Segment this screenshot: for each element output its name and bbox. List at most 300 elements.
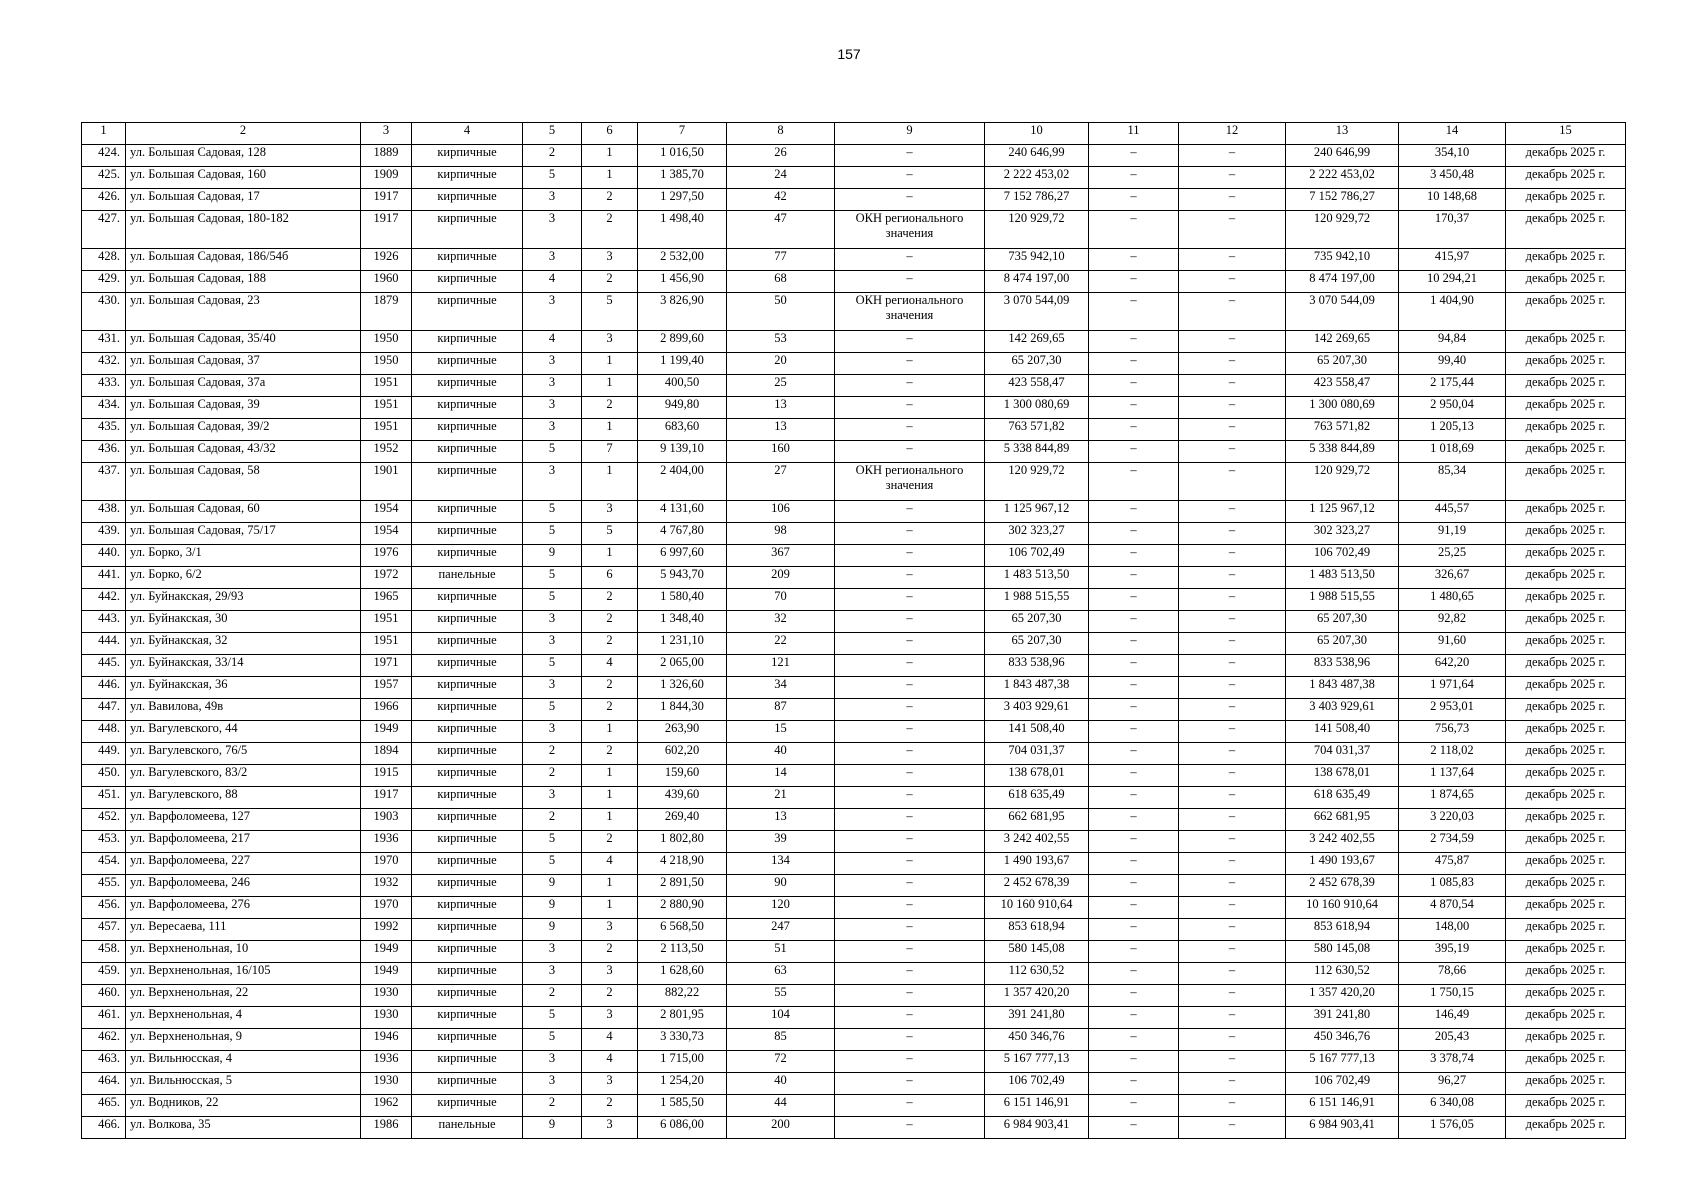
row-number-cell: 445. [82, 655, 126, 677]
cost-per-sqm-cell: 354,10 [1399, 145, 1506, 167]
cost-per-sqm-cell: 6 340,08 [1399, 1095, 1506, 1117]
column-11-cell: – [1089, 145, 1179, 167]
address-cell: ул. Большая Садовая, 60 [126, 501, 361, 523]
residents-cell: 85 [727, 1029, 835, 1051]
area-cell: 1 385,70 [638, 167, 727, 189]
wall-material-cell: кирпичные [412, 523, 523, 545]
area-cell: 6 568,50 [638, 919, 727, 941]
row-number-cell: 432. [82, 353, 126, 375]
heritage-status-cell: – [835, 787, 985, 809]
wall-material-cell: кирпичные [412, 441, 523, 463]
year-cell: 1930 [361, 1007, 412, 1029]
row-number-cell: 425. [82, 167, 126, 189]
column-11-cell: – [1089, 743, 1179, 765]
floors-cell: 5 [523, 655, 582, 677]
header-row [82, 123, 1626, 145]
total-cost-cell: 1 988 515,55 [985, 589, 1089, 611]
table-row [82, 655, 1626, 677]
heritage-status-cell: – [835, 419, 985, 441]
total-cost-cell: 240 646,99 [985, 145, 1089, 167]
wall-material-cell: кирпичные [412, 145, 523, 167]
total-cost-cell: 65 207,30 [985, 633, 1089, 655]
area-cell: 1 348,40 [638, 611, 727, 633]
wall-material-cell: кирпичные [412, 633, 523, 655]
cost-per-sqm-cell: 3 220,03 [1399, 809, 1506, 831]
residents-cell: 14 [727, 765, 835, 787]
heritage-status-cell: – [835, 1029, 985, 1051]
wall-material-cell: кирпичные [412, 677, 523, 699]
wall-material-cell: кирпичные [412, 985, 523, 1007]
entrances-cell: 3 [582, 963, 638, 985]
column-header: 3 [361, 123, 412, 145]
address-cell: ул. Вагулевского, 44 [126, 721, 361, 743]
address-cell: ул. Большая Садовая, 160 [126, 167, 361, 189]
table-row [82, 897, 1626, 919]
table-row [82, 1007, 1626, 1029]
heritage-status-cell: – [835, 677, 985, 699]
year-cell: 1936 [361, 1051, 412, 1073]
heritage-status-cell: – [835, 331, 985, 353]
wall-material-cell: кирпичные [412, 743, 523, 765]
residents-cell: 13 [727, 397, 835, 419]
row-number-cell: 434. [82, 397, 126, 419]
cost-per-sqm-cell: 3 450,48 [1399, 167, 1506, 189]
funding-cell: 1 843 487,38 [1286, 677, 1399, 699]
entrances-cell: 1 [582, 787, 638, 809]
cost-per-sqm-cell: 2 953,01 [1399, 699, 1506, 721]
row-number-cell: 456. [82, 897, 126, 919]
entrances-cell: 1 [582, 419, 638, 441]
address-cell: ул. Варфоломеева, 127 [126, 809, 361, 831]
column-header: 7 [638, 123, 727, 145]
area-cell: 439,60 [638, 787, 727, 809]
deadline-cell: декабрь 2025 г. [1506, 765, 1626, 787]
deadline-cell: декабрь 2025 г. [1506, 941, 1626, 963]
deadline-cell: декабрь 2025 г. [1506, 1117, 1626, 1139]
row-number-cell: 426. [82, 189, 126, 211]
area-cell: 4 218,90 [638, 853, 727, 875]
residents-cell: 72 [727, 1051, 835, 1073]
total-cost-cell: 2 452 678,39 [985, 875, 1089, 897]
column-11-cell: – [1089, 765, 1179, 787]
table-row [82, 853, 1626, 875]
area-cell: 949,80 [638, 397, 727, 419]
deadline-cell: декабрь 2025 г. [1506, 985, 1626, 1007]
residents-cell: 47 [727, 211, 835, 249]
address-cell: ул. Вагулевского, 76/5 [126, 743, 361, 765]
floors-cell: 4 [523, 331, 582, 353]
column-12-cell: – [1179, 441, 1286, 463]
entrances-cell: 2 [582, 677, 638, 699]
address-cell: ул. Буйнакская, 33/14 [126, 655, 361, 677]
table-row [82, 501, 1626, 523]
address-cell: ул. Большая Садовая, 39/2 [126, 419, 361, 441]
deadline-cell: декабрь 2025 г. [1506, 1095, 1626, 1117]
cost-per-sqm-cell: 205,43 [1399, 1029, 1506, 1051]
area-cell: 683,60 [638, 419, 727, 441]
total-cost-cell: 853 618,94 [985, 919, 1089, 941]
column-12-cell: – [1179, 765, 1286, 787]
total-cost-cell: 65 207,30 [985, 353, 1089, 375]
area-cell: 159,60 [638, 765, 727, 787]
heritage-status-cell: – [835, 375, 985, 397]
heritage-status-cell: – [835, 941, 985, 963]
year-cell: 1971 [361, 655, 412, 677]
deadline-cell: декабрь 2025 г. [1506, 189, 1626, 211]
residents-cell: 104 [727, 1007, 835, 1029]
cost-per-sqm-cell: 25,25 [1399, 545, 1506, 567]
deadline-cell: декабрь 2025 г. [1506, 677, 1626, 699]
address-cell: ул. Вильнюсская, 4 [126, 1051, 361, 1073]
address-cell: ул. Верхненольная, 16/105 [126, 963, 361, 985]
column-12-cell: – [1179, 677, 1286, 699]
column-header: 14 [1399, 123, 1506, 145]
funding-cell: 2 222 453,02 [1286, 167, 1399, 189]
total-cost-cell: 141 508,40 [985, 721, 1089, 743]
floors-cell: 2 [523, 765, 582, 787]
row-number-cell: 430. [82, 293, 126, 331]
residents-cell: 15 [727, 721, 835, 743]
funding-cell: 138 678,01 [1286, 765, 1399, 787]
address-cell: ул. Большая Садовая, 43/32 [126, 441, 361, 463]
address-cell: ул. Большая Садовая, 188 [126, 271, 361, 293]
table-row [82, 633, 1626, 655]
column-11-cell: – [1089, 1007, 1179, 1029]
year-cell: 1952 [361, 441, 412, 463]
table-row [82, 1029, 1626, 1051]
funding-cell: 618 635,49 [1286, 787, 1399, 809]
cost-per-sqm-cell: 85,34 [1399, 463, 1506, 501]
table-row [82, 293, 1626, 331]
row-number-cell: 439. [82, 523, 126, 545]
floors-cell: 3 [523, 211, 582, 249]
deadline-cell: декабрь 2025 г. [1506, 397, 1626, 419]
year-cell: 1951 [361, 419, 412, 441]
column-header: 12 [1179, 123, 1286, 145]
residents-cell: 32 [727, 611, 835, 633]
year-cell: 1951 [361, 375, 412, 397]
address-cell: ул. Большая Садовая, 17 [126, 189, 361, 211]
year-cell: 1970 [361, 853, 412, 875]
deadline-cell: декабрь 2025 г. [1506, 1073, 1626, 1095]
entrances-cell: 1 [582, 897, 638, 919]
row-number-cell: 441. [82, 567, 126, 589]
column-11-cell: – [1089, 1117, 1179, 1139]
area-cell: 882,22 [638, 985, 727, 1007]
residents-cell: 55 [727, 985, 835, 1007]
row-number-cell: 451. [82, 787, 126, 809]
column-12-cell: – [1179, 743, 1286, 765]
address-cell: ул. Буйнакская, 29/93 [126, 589, 361, 611]
funding-cell: 763 571,82 [1286, 419, 1399, 441]
year-cell: 1949 [361, 721, 412, 743]
floors-cell: 9 [523, 897, 582, 919]
column-11-cell: – [1089, 463, 1179, 501]
column-header: 2 [126, 123, 361, 145]
area-cell: 2 899,60 [638, 331, 727, 353]
column-12-cell: – [1179, 523, 1286, 545]
funding-cell: 3 242 402,55 [1286, 831, 1399, 853]
cost-per-sqm-cell: 2 118,02 [1399, 743, 1506, 765]
area-cell: 2 801,95 [638, 1007, 727, 1029]
year-cell: 1879 [361, 293, 412, 331]
wall-material-cell: кирпичные [412, 589, 523, 611]
residents-cell: 24 [727, 167, 835, 189]
column-11-cell: – [1089, 293, 1179, 331]
column-12-cell: – [1179, 721, 1286, 743]
funding-cell: 3 070 544,09 [1286, 293, 1399, 331]
entrances-cell: 4 [582, 655, 638, 677]
column-12-cell: – [1179, 1073, 1286, 1095]
address-cell: ул. Водников, 22 [126, 1095, 361, 1117]
total-cost-cell: 450 346,76 [985, 1029, 1089, 1051]
total-cost-cell: 3 403 929,61 [985, 699, 1089, 721]
heritage-status-cell: – [835, 271, 985, 293]
cost-per-sqm-cell: 146,49 [1399, 1007, 1506, 1029]
total-cost-cell: 120 929,72 [985, 211, 1089, 249]
heritage-status-cell: – [835, 655, 985, 677]
year-cell: 1949 [361, 941, 412, 963]
address-cell: ул. Вагулевского, 83/2 [126, 765, 361, 787]
cost-per-sqm-cell: 642,20 [1399, 655, 1506, 677]
residents-cell: 247 [727, 919, 835, 941]
deadline-cell: декабрь 2025 г. [1506, 441, 1626, 463]
entrances-cell: 1 [582, 353, 638, 375]
floors-cell: 5 [523, 1029, 582, 1051]
total-cost-cell: 6 151 146,91 [985, 1095, 1089, 1117]
heritage-status-cell: – [835, 853, 985, 875]
residents-cell: 53 [727, 331, 835, 353]
total-cost-cell: 391 241,80 [985, 1007, 1089, 1029]
residents-cell: 87 [727, 699, 835, 721]
funding-cell: 1 988 515,55 [1286, 589, 1399, 611]
table-row [82, 375, 1626, 397]
funding-cell: 65 207,30 [1286, 611, 1399, 633]
deadline-cell: декабрь 2025 г. [1506, 1029, 1626, 1051]
cost-per-sqm-cell: 1 085,83 [1399, 875, 1506, 897]
funding-cell: 141 508,40 [1286, 721, 1399, 743]
area-cell: 269,40 [638, 809, 727, 831]
entrances-cell: 2 [582, 189, 638, 211]
entrances-cell: 1 [582, 721, 638, 743]
heritage-status-cell: – [835, 589, 985, 611]
floors-cell: 3 [523, 353, 582, 375]
total-cost-cell: 833 538,96 [985, 655, 1089, 677]
entrances-cell: 1 [582, 809, 638, 831]
column-11-cell: – [1089, 963, 1179, 985]
year-cell: 1992 [361, 919, 412, 941]
funding-cell: 120 929,72 [1286, 211, 1399, 249]
cost-per-sqm-cell: 1 480,65 [1399, 589, 1506, 611]
year-cell: 1926 [361, 249, 412, 271]
funding-cell: 450 346,76 [1286, 1029, 1399, 1051]
area-cell: 2 532,00 [638, 249, 727, 271]
address-cell: ул. Вильнюсская, 5 [126, 1073, 361, 1095]
address-cell: ул. Большая Садовая, 37а [126, 375, 361, 397]
cost-per-sqm-cell: 2 734,59 [1399, 831, 1506, 853]
deadline-cell: декабрь 2025 г. [1506, 743, 1626, 765]
deadline-cell: декабрь 2025 г. [1506, 633, 1626, 655]
row-number-cell: 433. [82, 375, 126, 397]
floors-cell: 5 [523, 167, 582, 189]
cost-per-sqm-cell: 1 137,64 [1399, 765, 1506, 787]
column-11-cell: – [1089, 1095, 1179, 1117]
row-number-cell: 459. [82, 963, 126, 985]
total-cost-cell: 5 338 844,89 [985, 441, 1089, 463]
column-11-cell: – [1089, 699, 1179, 721]
entrances-cell: 2 [582, 397, 638, 419]
year-cell: 1932 [361, 875, 412, 897]
row-number-cell: 463. [82, 1051, 126, 1073]
entrances-cell: 2 [582, 985, 638, 1007]
area-cell: 2 891,50 [638, 875, 727, 897]
address-cell: ул. Большая Садовая, 58 [126, 463, 361, 501]
heritage-status-cell: ОКН регионального значения [835, 293, 985, 331]
row-number-cell: 465. [82, 1095, 126, 1117]
entrances-cell: 1 [582, 875, 638, 897]
wall-material-cell: кирпичные [412, 353, 523, 375]
column-11-cell: – [1089, 809, 1179, 831]
year-cell: 1903 [361, 809, 412, 831]
column-11-cell: – [1089, 501, 1179, 523]
area-cell: 2 065,00 [638, 655, 727, 677]
row-number-cell: 444. [82, 633, 126, 655]
column-11-cell: – [1089, 353, 1179, 375]
deadline-cell: декабрь 2025 г. [1506, 145, 1626, 167]
table-row [82, 145, 1626, 167]
floors-cell: 3 [523, 189, 582, 211]
row-number-cell: 455. [82, 875, 126, 897]
address-cell: ул. Буйнакская, 32 [126, 633, 361, 655]
funding-cell: 240 646,99 [1286, 145, 1399, 167]
entrances-cell: 2 [582, 611, 638, 633]
table-row [82, 919, 1626, 941]
wall-material-cell: кирпичные [412, 809, 523, 831]
table-row [82, 1073, 1626, 1095]
table-row [82, 523, 1626, 545]
column-12-cell: – [1179, 875, 1286, 897]
entrances-cell: 2 [582, 589, 638, 611]
column-12-cell: – [1179, 419, 1286, 441]
column-11-cell: – [1089, 897, 1179, 919]
floors-cell: 5 [523, 523, 582, 545]
deadline-cell: декабрь 2025 г. [1506, 523, 1626, 545]
column-12-cell: – [1179, 249, 1286, 271]
deadline-cell: декабрь 2025 г. [1506, 919, 1626, 941]
floors-cell: 5 [523, 589, 582, 611]
column-12-cell: – [1179, 567, 1286, 589]
column-header: 13 [1286, 123, 1399, 145]
wall-material-cell: кирпичные [412, 1007, 523, 1029]
row-number-cell: 448. [82, 721, 126, 743]
table-row [82, 167, 1626, 189]
heritage-status-cell: – [835, 441, 985, 463]
wall-material-cell: кирпичные [412, 293, 523, 331]
column-header: 11 [1089, 123, 1179, 145]
total-cost-cell: 662 681,95 [985, 809, 1089, 831]
table-row [82, 1095, 1626, 1117]
column-11-cell: – [1089, 1073, 1179, 1095]
table-row [82, 567, 1626, 589]
year-cell: 1951 [361, 397, 412, 419]
floors-cell: 3 [523, 787, 582, 809]
year-cell: 1957 [361, 677, 412, 699]
entrances-cell: 3 [582, 919, 638, 941]
funding-cell: 662 681,95 [1286, 809, 1399, 831]
table-row [82, 875, 1626, 897]
entrances-cell: 3 [582, 249, 638, 271]
address-cell: ул. Варфоломеева, 276 [126, 897, 361, 919]
floors-cell: 3 [523, 721, 582, 743]
column-12-cell: – [1179, 353, 1286, 375]
residents-cell: 21 [727, 787, 835, 809]
address-cell: ул. Волкова, 35 [126, 1117, 361, 1139]
column-11-cell: – [1089, 249, 1179, 271]
column-header: 5 [523, 123, 582, 145]
address-cell: ул. Верхненольная, 10 [126, 941, 361, 963]
entrances-cell: 2 [582, 633, 638, 655]
residents-cell: 13 [727, 809, 835, 831]
total-cost-cell: 3 242 402,55 [985, 831, 1089, 853]
funding-cell: 833 538,96 [1286, 655, 1399, 677]
entrances-cell: 2 [582, 941, 638, 963]
deadline-cell: декабрь 2025 г. [1506, 809, 1626, 831]
area-cell: 602,20 [638, 743, 727, 765]
wall-material-cell: кирпичные [412, 167, 523, 189]
floors-cell: 2 [523, 743, 582, 765]
column-12-cell: – [1179, 919, 1286, 941]
heritage-status-cell: – [835, 545, 985, 567]
heritage-status-cell: – [835, 353, 985, 375]
column-11-cell: – [1089, 831, 1179, 853]
entrances-cell: 5 [582, 293, 638, 331]
cost-per-sqm-cell: 91,19 [1399, 523, 1506, 545]
cost-per-sqm-cell: 1 874,65 [1399, 787, 1506, 809]
column-12-cell: – [1179, 397, 1286, 419]
year-cell: 1970 [361, 897, 412, 919]
column-11-cell: – [1089, 167, 1179, 189]
table-row [82, 397, 1626, 419]
total-cost-cell: 106 702,49 [985, 1073, 1089, 1095]
column-12-cell: – [1179, 501, 1286, 523]
residents-cell: 63 [727, 963, 835, 985]
residents-cell: 121 [727, 655, 835, 677]
area-cell: 1 297,50 [638, 189, 727, 211]
column-11-cell: – [1089, 919, 1179, 941]
table-row [82, 1117, 1626, 1139]
total-cost-cell: 6 984 903,41 [985, 1117, 1089, 1139]
wall-material-cell: кирпичные [412, 765, 523, 787]
column-11-cell: – [1089, 721, 1179, 743]
cost-per-sqm-cell: 3 378,74 [1399, 1051, 1506, 1073]
area-cell: 1 802,80 [638, 831, 727, 853]
year-cell: 1889 [361, 145, 412, 167]
deadline-cell: декабрь 2025 г. [1506, 419, 1626, 441]
area-cell: 1 456,90 [638, 271, 727, 293]
area-cell: 1 016,50 [638, 145, 727, 167]
residents-cell: 42 [727, 189, 835, 211]
column-12-cell: – [1179, 831, 1286, 853]
deadline-cell: декабрь 2025 г. [1506, 293, 1626, 331]
column-11-cell: – [1089, 545, 1179, 567]
funding-cell: 112 630,52 [1286, 963, 1399, 985]
table-row [82, 211, 1626, 249]
wall-material-cell: кирпичные [412, 721, 523, 743]
year-cell: 1949 [361, 963, 412, 985]
area-cell: 2 880,90 [638, 897, 727, 919]
column-12-cell: – [1179, 1007, 1286, 1029]
heritage-status-cell: – [835, 963, 985, 985]
